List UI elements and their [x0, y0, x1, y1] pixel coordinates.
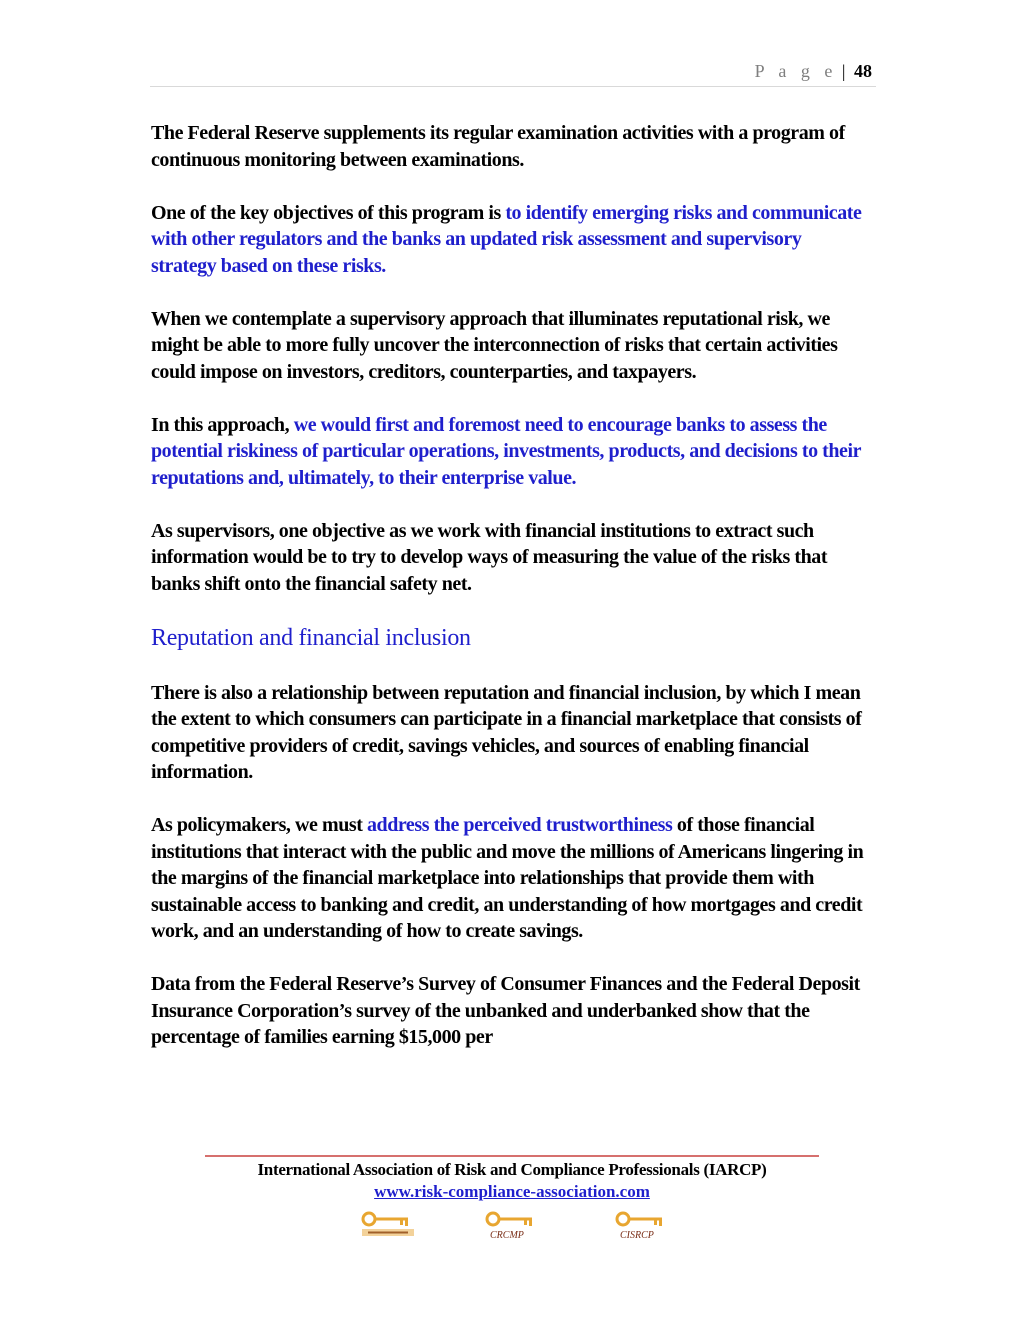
website-link[interactable]: www.risk-compliance-association.com: [374, 1182, 650, 1201]
highlighted-text: we would first and foremost need to encourage banks to assess the potential riskiness of particular operations, investments, products, and decisions to their reputations and, ultimately, to their enterprise value.: [151, 413, 861, 489]
crcmp-key-logo-icon: [484, 1210, 544, 1244]
footer-organization: International Association of Risk and Compliance Professionals (IARCP): [257, 1160, 767, 1179]
paragraph-continuous-monitoring: The Federal Reserve supplements its regular examination activities with a program of continuous monitoring between examinations.: [151, 122, 845, 171]
logo-caption: CISRCP: [620, 1230, 654, 1241]
page-separator: |: [841, 61, 846, 81]
paragraph-text: In this approach,: [151, 413, 294, 436]
paragraph-survey-data: Data from the Federal Reserve’s Survey of Consumer Finances and the Federal Deposit Insurance Corporation’s survey of the unbanked and underbanked show that the percentage of families earning $15,000 per: [151, 973, 860, 1048]
page-number-block: [755, 60, 872, 82]
page-label: P a g e: [754, 61, 838, 81]
document-body: [151, 120, 871, 1051]
logo-caption: CRCMP: [490, 1230, 524, 1241]
page-number: 48: [854, 61, 872, 81]
page-header: [150, 58, 876, 87]
highlighted-text: address the perceived trustworthiness: [366, 814, 673, 836]
paragraph-text: One of the key objectives of this program is: [151, 201, 506, 224]
cisrcp-key-logo-icon: [614, 1210, 674, 1244]
paragraph-key-objectives: [151, 200, 871, 280]
member-key-logo-icon: [360, 1210, 420, 1244]
paragraph-text: of those financial institutions that interact with the public and move the millions of Americans lingering in the margins of the financial marketplace into relationships that provide them with sustainable access to banking and credit, an understanding of how mortgages and credit work, and an understanding of how to create savings.: [151, 814, 864, 942]
footer-logos: [0, 1210, 1024, 1244]
section-heading: Reputation and financial inclusion: [151, 624, 471, 651]
paragraph-as-supervisors: As supervisors, one objective as we work with financial institutions to extract such information would be to try to develop ways of measuring the value of the risks that banks shift onto the financial safety net.: [151, 519, 828, 595]
paragraph-policymakers: [151, 812, 871, 945]
footer-divider: [205, 1155, 819, 1157]
paragraph-financial-inclusion: There is also a relationship between reputation and financial inclusion, by which I mean the extent to which consumers can participate in a financial marketplace that consists of competitive providers of credit, savings vehicles, and sources of enabling financial information.: [151, 681, 862, 783]
paragraph-supervisory-approach: When we contemplate a supervisory approach that illuminates reputational risk, we might be able to more fully uncover the interconnection of risks that certain activities could impose on investors, creditors, counterparties, and taxpayers.: [151, 307, 838, 383]
footer-website: [150, 1181, 874, 1202]
paragraph-this-approach: [151, 412, 871, 492]
highlighted-text: to identify emerging risks and communicate with other regulators and the banks an updated risk assessment and supervisory strategy based on these risks.: [151, 201, 862, 277]
paragraph-text: As policymakers, we must: [151, 814, 367, 836]
